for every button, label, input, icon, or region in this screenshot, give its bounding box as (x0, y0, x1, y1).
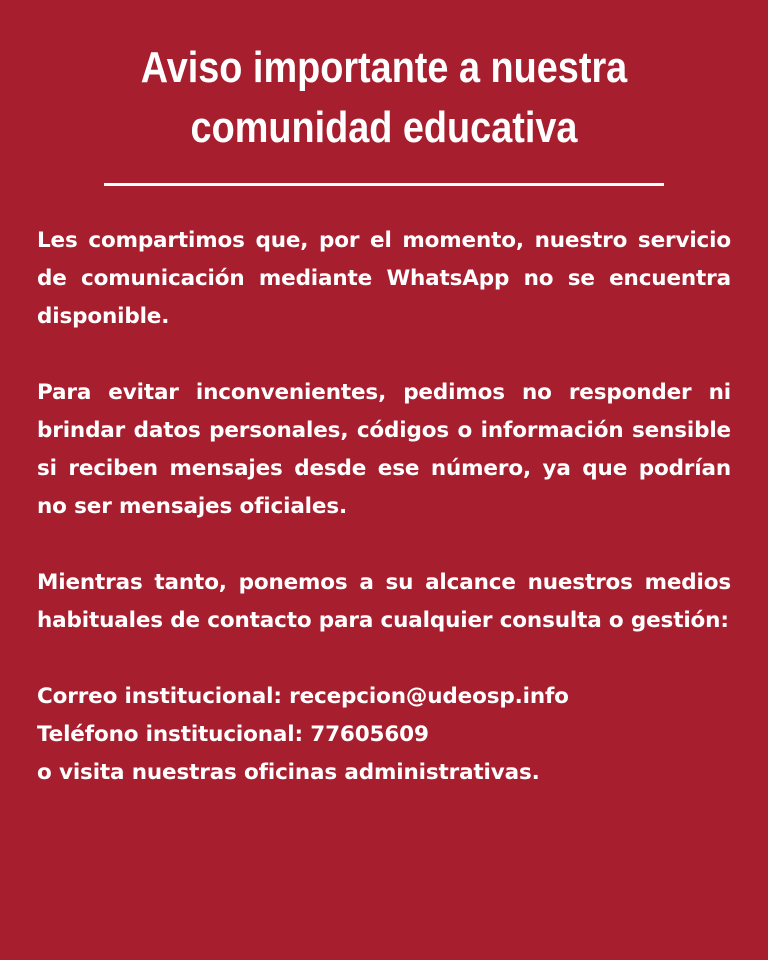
notice-body (37, 222, 731, 792)
paragraph-contact-intro: Mientras tanto, ponemos a su alcance nuestros medios habituales de contacto para cualquier consulta o gestión: (37, 570, 731, 633)
contact-email: Correo institucional: recepcion@udeosp.info (37, 684, 569, 709)
title-line-1: Aviso importante a nuestra (140, 43, 628, 92)
contact-visit: o visita nuestras oficinas administrativas. (37, 760, 540, 785)
page-title (54, 38, 714, 158)
title-divider (104, 183, 664, 186)
contact-info (37, 678, 731, 792)
paragraph-security-warning: Para evitar inconvenientes, pedimos no responder ni brindar datos personales, códigos o información sensible si reciben mensajes desde ese número, ya que podrían no ser mensajes oficiales. (37, 380, 731, 519)
title-line-2: comunidad educativa (190, 103, 578, 152)
contact-phone: Teléfono institucional: 77605609 (37, 722, 429, 747)
paragraph-whatsapp-unavailable: Les compartimos que, por el momento, nuestro servicio de comunicación mediante WhatsApp no se encuentra disponible. (37, 228, 731, 329)
